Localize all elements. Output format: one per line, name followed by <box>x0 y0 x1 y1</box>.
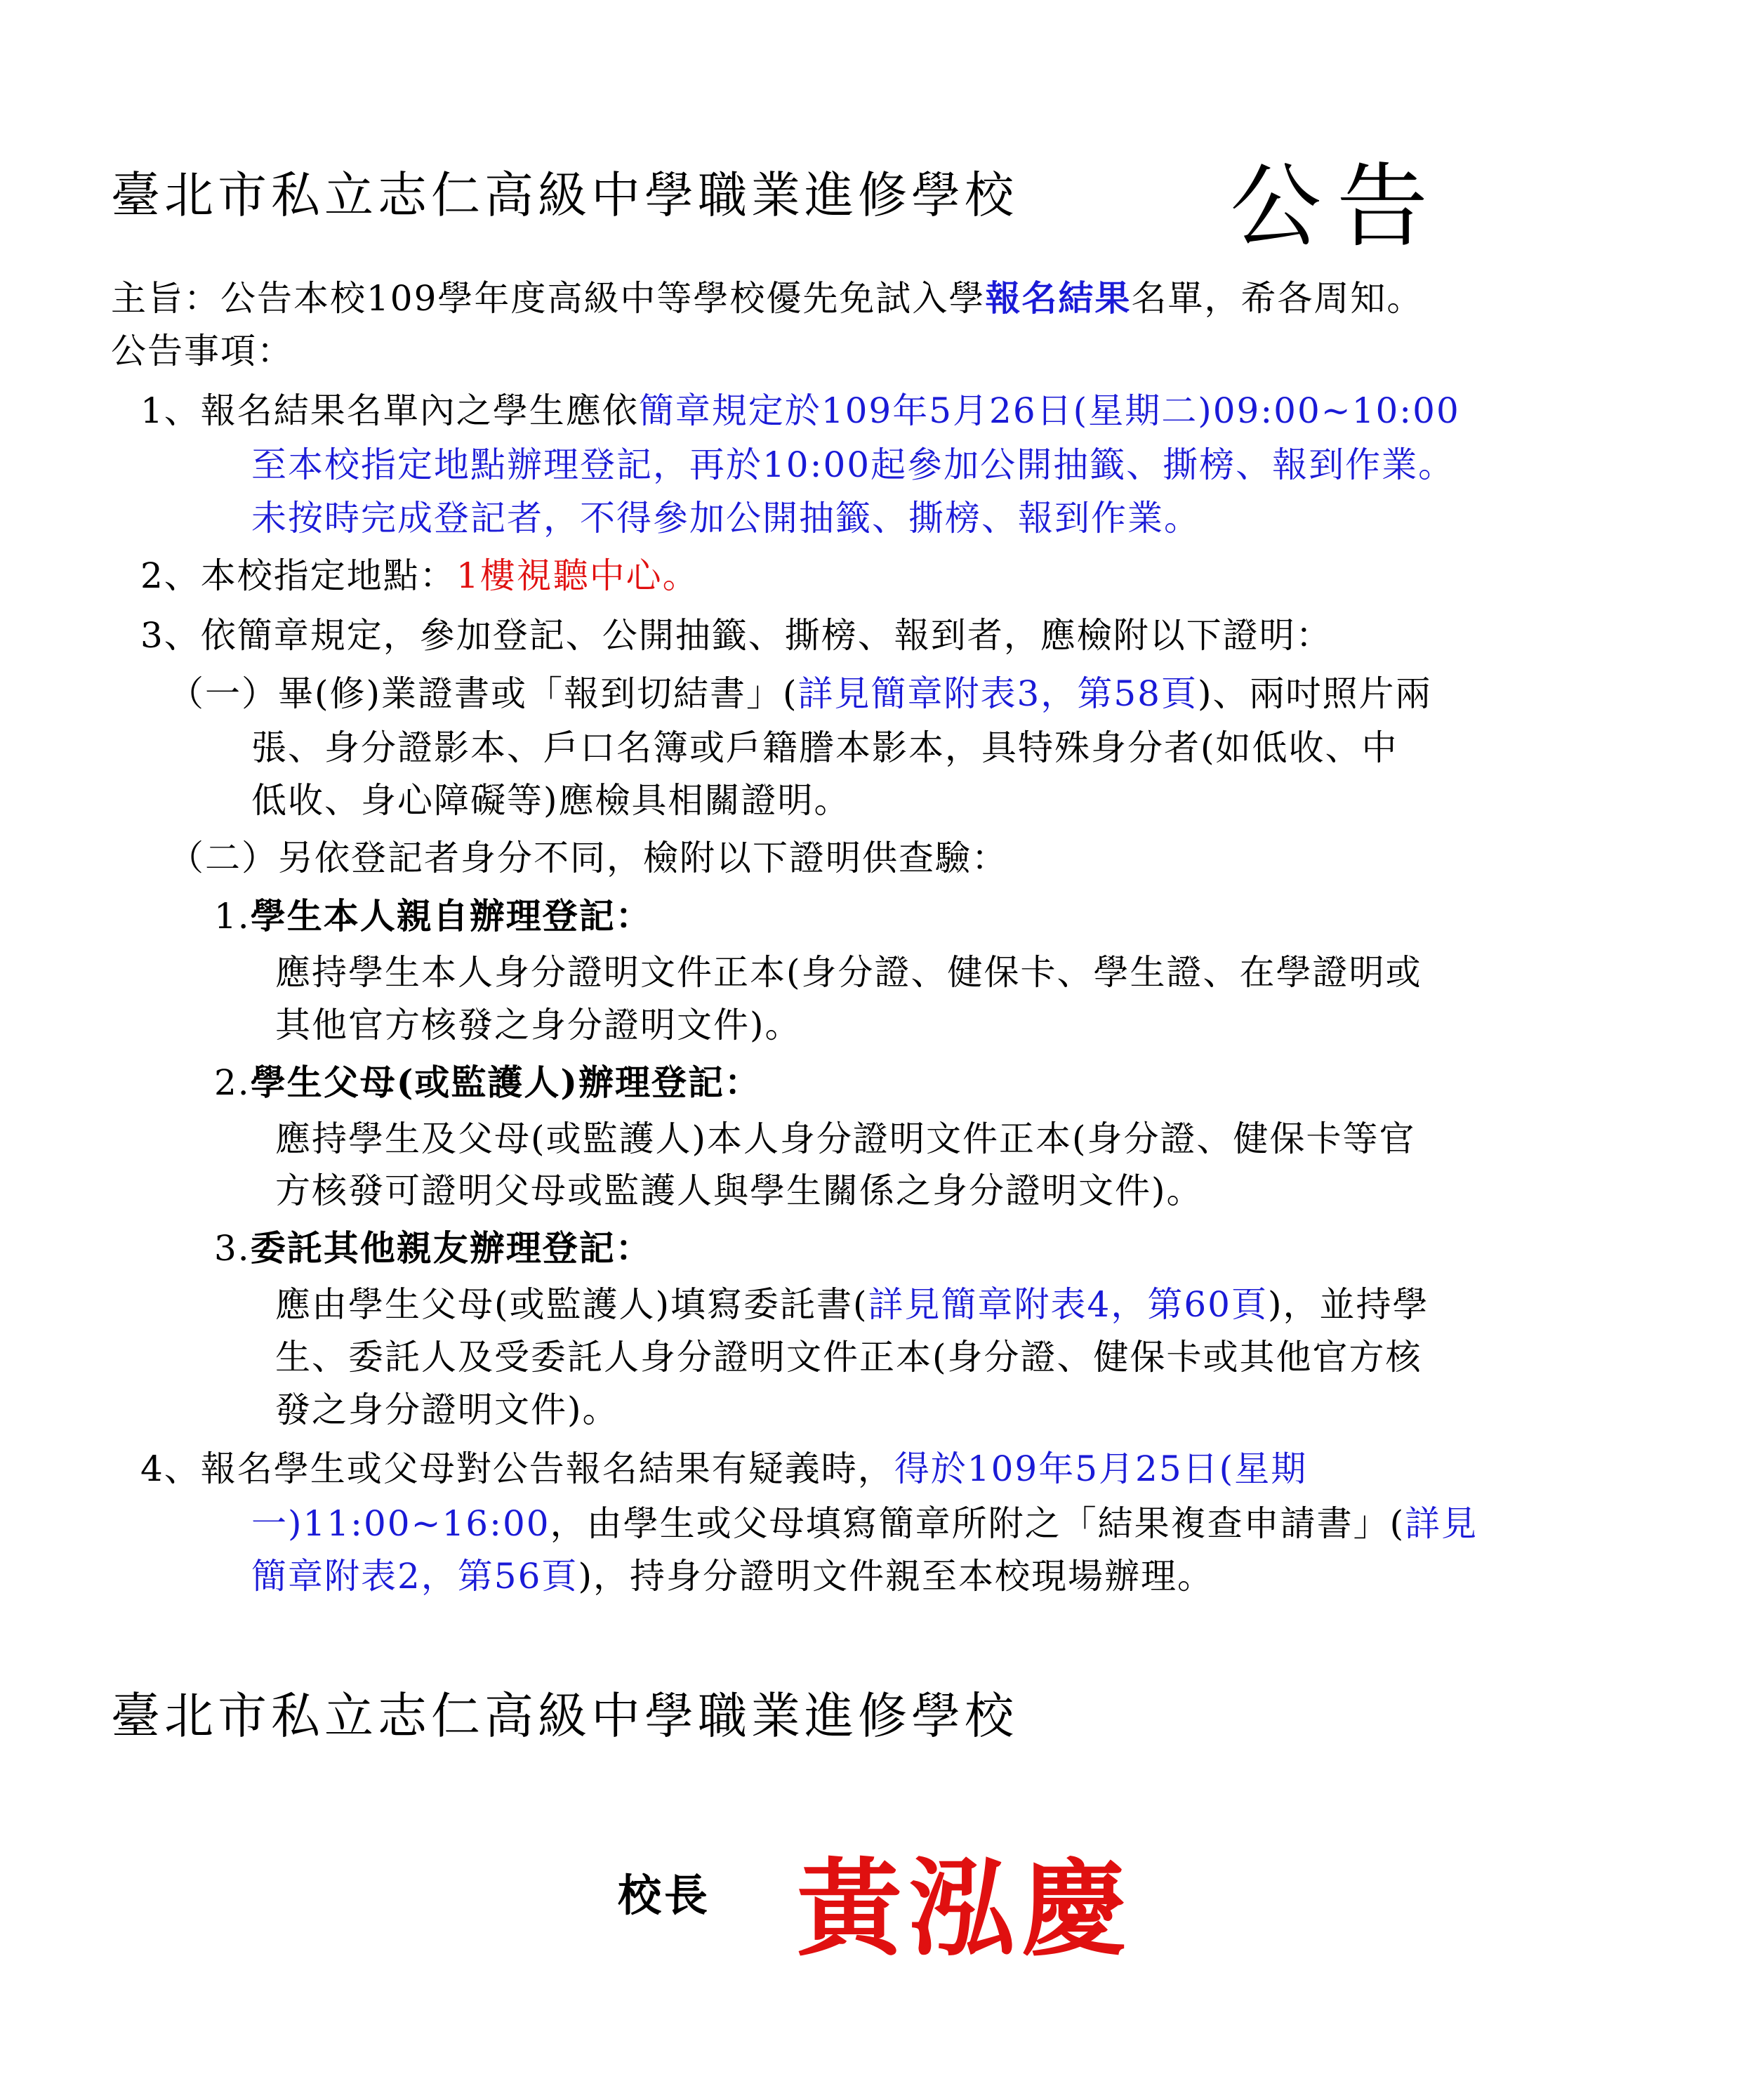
item4-line1 <box>140 1441 1307 1491</box>
item2-line <box>140 548 699 598</box>
item1-label: 1、報名結果名單內之學生應依 <box>140 390 639 431</box>
case3-num: 3. <box>214 1228 251 1269</box>
case3-text-c: )，並持學 <box>1267 1284 1429 1325</box>
school-name-header: 臺北市私立志仁高級中學職業進修學校 <box>111 166 1018 224</box>
subject-suffix: 名單，希各周知。 <box>1131 278 1424 319</box>
item1-line2: 至本校指定地點辦理登記，再於10:00起參加公開抽籤、撕榜、報到作業。 <box>251 444 1455 485</box>
case1-title: 學生本人親自辦理登記： <box>250 895 652 937</box>
case2-line2: 方核發可證明父母或監護人與學生關係之身分證明文件)。 <box>275 1170 1203 1211</box>
item4-line2 <box>251 1495 1478 1546</box>
item4-text-b: ，由學生或父母填寫簡章所附之「結果複查申請書」( <box>550 1503 1405 1544</box>
item3-line: 3、依簡章規定，參加登記、公開抽籤、撕榜、報到者，應檢附以下證明： <box>140 615 1332 656</box>
case1-line1: 應持學生本人身分證明文件正本(身分證、健保卡、學生證、在學證明或 <box>275 952 1422 993</box>
case3-ref: 詳見簡章附表4，第60頁 <box>868 1284 1268 1325</box>
subject-line <box>111 270 1423 321</box>
item3-sub1-ref: 詳見簡章附表3，第58頁 <box>797 673 1198 714</box>
item4-text-c: )，持身分證明文件親至本校現場辦理。 <box>578 1556 1214 1597</box>
case3-text-a: 應由學生父母(或監護人)填寫委託書( <box>275 1284 868 1325</box>
case2-title: 學生父母(或監護人)辦理登記： <box>250 1062 762 1103</box>
item4-ref: 簡章附表2，第56頁 <box>251 1556 578 1597</box>
announcement-title: 公告 <box>1230 153 1444 260</box>
subject-highlight: 報名結果 <box>985 277 1132 319</box>
case3-line2: 生、委託人及受委託人身分證明文件正本(身分證、健保卡或其他官方核 <box>275 1337 1422 1378</box>
item3-sub1-line2: 張、身分證影本、戶口名簿或戶籍謄本影本，具特殊身分者(如低收、中 <box>251 727 1398 768</box>
case3-title-line <box>214 1220 652 1271</box>
subject-prefix: 主旨：公告本校109學年度高級中等學校優先免試入學 <box>111 278 986 319</box>
case1-title-line <box>214 888 652 939</box>
case2-num: 2. <box>214 1062 251 1103</box>
principal-label: 校長 <box>618 1870 711 1921</box>
principal-signature: 黃泓慶 <box>797 1847 1134 1971</box>
case2-line1: 應持學生及父母(或監護人)本人身分證明文件正本(身分證、健保卡等官 <box>275 1118 1416 1159</box>
case2-title-line <box>214 1055 761 1105</box>
item3-sub1-line3: 低收、身心障礙等)應檢具相關證明。 <box>251 780 851 821</box>
case1-num: 1. <box>214 896 251 937</box>
item4-time: 一)11:00~16:00 <box>251 1503 550 1544</box>
item4-date: 得於109年5月25日(星期 <box>894 1448 1308 1489</box>
item1-line1 <box>140 383 1460 433</box>
item3-sub1-text-c: )、兩吋照片兩 <box>1197 673 1432 714</box>
case3-line3: 發之身分證明文件)。 <box>275 1389 619 1430</box>
item1-schedule: 簡章規定於109年5月26日(星期二)09:00~10:00 <box>638 390 1460 431</box>
item4-line3 <box>251 1548 1214 1599</box>
case3-line1 <box>275 1276 1429 1327</box>
items-heading: 公告事項： <box>111 331 293 371</box>
item3-sub1-text-a: （一）畢(修)業證書或「報到切結書」( <box>168 673 798 714</box>
item3-sub2-heading: （二）另依登記者身分不同，檢附以下證明供查驗： <box>168 838 1008 878</box>
case1-line2: 其他官方核發之身分證明文件)。 <box>275 1005 802 1045</box>
school-name-footer: 臺北市私立志仁高級中學職業進修學校 <box>111 1687 1018 1745</box>
item2-label: 2、本校指定地點： <box>140 555 456 596</box>
item4-ref-start: 詳見 <box>1405 1503 1478 1544</box>
item3-sub1-line1 <box>168 666 1431 716</box>
case3-title: 委託其他親友辦理登記： <box>250 1227 652 1269</box>
item2-place: 1樓視聽中心。 <box>456 555 699 596</box>
item1-line3: 未按時完成登記者，不得參加公開抽籤、撕榜、報到作業。 <box>251 498 1200 539</box>
item4-text-a: 4、報名學生或父母對公告報名結果有疑義時， <box>140 1448 894 1489</box>
